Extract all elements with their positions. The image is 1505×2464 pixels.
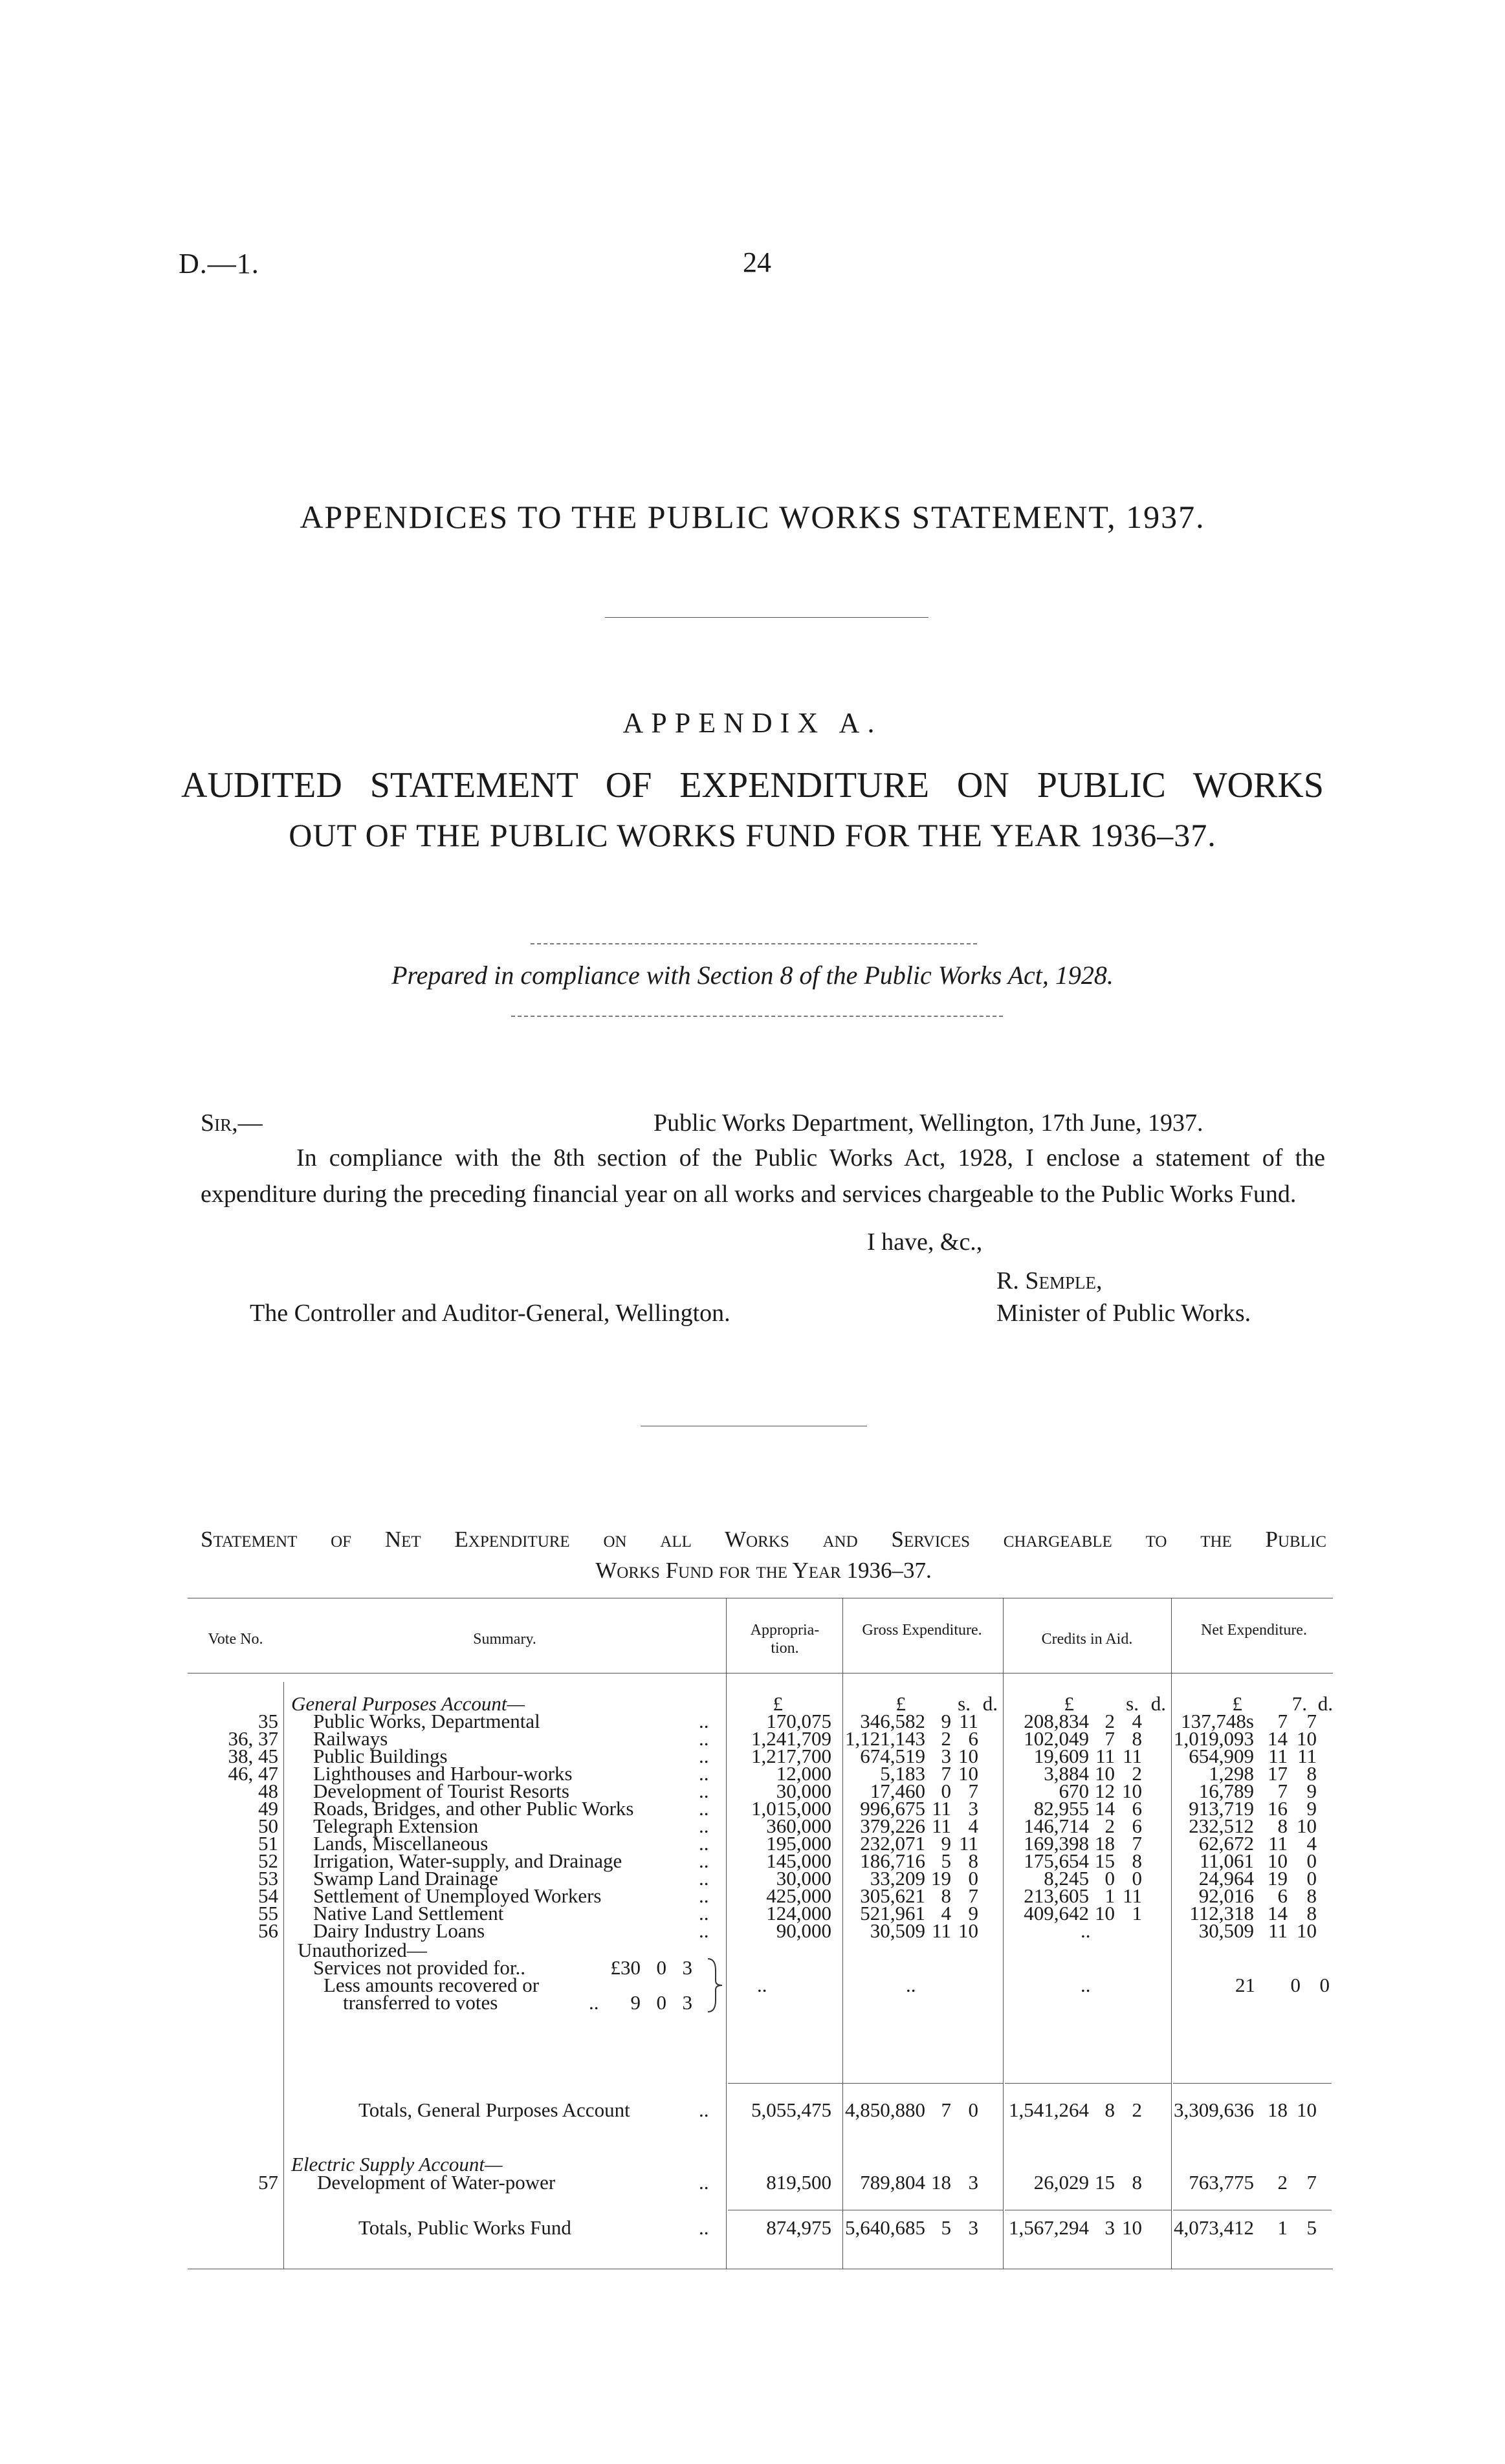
- vote-number: 54: [258, 1884, 278, 1907]
- gross-shillings: 5: [941, 2216, 951, 2239]
- credits-pounds: 3,884: [1044, 1762, 1089, 1785]
- net-shillings: 8: [1277, 1815, 1288, 1837]
- letter-addressee: The Controller and Auditor-General, Wellington.: [250, 1300, 731, 1327]
- unauthorized-line-1: Services not provided for..: [313, 1956, 526, 1979]
- gross-shillings: 11: [932, 1919, 951, 1942]
- gross-pence: 10: [958, 1919, 978, 1942]
- credits-shillings: 10: [1095, 1902, 1115, 1924]
- appropriation: 5,055,475: [751, 2099, 831, 2121]
- gross-pounds: 17,460: [870, 1780, 925, 1802]
- net-shillings: 11: [1268, 1832, 1288, 1855]
- credits-shillings: 8: [1104, 2099, 1115, 2121]
- unauth-credits: ..: [1081, 1974, 1091, 1996]
- credits-shillings: 12: [1095, 1780, 1115, 1802]
- appropriation: 360,000: [766, 1815, 831, 1837]
- net-pounds: 763,775: [1189, 2171, 1254, 2194]
- net-pounds: 137,748s: [1181, 1710, 1254, 1732]
- net-pence: 9: [1306, 1797, 1317, 1820]
- gross-shillings: 18: [931, 2171, 951, 2194]
- gross-pence: 4: [968, 1815, 978, 1837]
- row-summary: Swamp Land Drainage: [313, 1867, 498, 1890]
- credits-shillings: 0: [1104, 1867, 1115, 1890]
- net-pounds: 654,909: [1189, 1745, 1254, 1767]
- gross-pence: 10: [958, 1745, 978, 1767]
- gross-pence: 6: [968, 1727, 978, 1750]
- leader-dots: ..: [699, 1780, 709, 1802]
- credits-pence: 7: [1132, 1832, 1142, 1855]
- row-summary: Totals, Public Works Fund: [358, 2216, 571, 2239]
- unit-approp: £: [773, 1692, 783, 1715]
- net-pence: 10: [1297, 1919, 1317, 1942]
- vote-number: 48: [258, 1780, 278, 1802]
- leader-dots: ..: [699, 2171, 709, 2194]
- unit: d.: [1317, 1692, 1333, 1715]
- unauthorized-line-2: Less amounts recovered or: [324, 1974, 540, 1996]
- unauth-net: 0: [1290, 1974, 1301, 1996]
- appropriation: 30,000: [776, 1867, 831, 1890]
- appendix-heading: APPENDIX A.: [622, 707, 883, 739]
- credits-shillings: 14: [1095, 1797, 1115, 1820]
- credits-pounds: 208,834: [1024, 1710, 1089, 1732]
- credits-pence: 4: [1132, 1710, 1142, 1732]
- unauthorized-label: Unauthorized—: [298, 1939, 427, 1961]
- appropriation: 12,000: [776, 1762, 831, 1785]
- net-pounds: 16,789: [1198, 1780, 1254, 1802]
- net-shillings: 2: [1277, 2171, 1288, 2194]
- appropriation: 874,975: [766, 2216, 831, 2239]
- appropriation: 170,075: [766, 1710, 831, 1732]
- leader-dots: ..: [699, 1710, 709, 1732]
- row-summary: Totals, General Purposes Account: [358, 2099, 630, 2121]
- credits-pounds: 213,605: [1024, 1884, 1089, 1907]
- gross-pence: 11: [959, 1832, 978, 1855]
- leader-dots: ..: [699, 1762, 709, 1785]
- gross-shillings: 9: [941, 1710, 951, 1732]
- net-pounds: 3,309,636: [1174, 2099, 1254, 2121]
- net-shillings: 17: [1268, 1762, 1288, 1785]
- net-pounds: 24,964: [1198, 1867, 1254, 1890]
- net-shillings: 11: [1268, 1745, 1288, 1767]
- appropriation: 1,015,000: [751, 1797, 831, 1820]
- header-credits: Credits in Aid.: [1041, 1631, 1133, 1648]
- gross-shillings: 9: [941, 1832, 951, 1855]
- credits-pence: 8: [1132, 1727, 1142, 1750]
- unit: s.: [1126, 1692, 1139, 1715]
- net-pounds: 92,016: [1198, 1884, 1254, 1907]
- net-pence: 0: [1306, 1867, 1317, 1890]
- gross-pounds: 5,640,685: [845, 2216, 925, 2239]
- gross-pounds: 30,509: [870, 1919, 925, 1942]
- net-pounds: 11,061: [1199, 1849, 1254, 1872]
- gross-pounds: 379,226: [860, 1815, 925, 1837]
- leader-dots: ..: [699, 1884, 709, 1907]
- vote-number: 46, 47: [228, 1762, 278, 1785]
- net-pence: 8: [1306, 1762, 1317, 1785]
- net-pence: 7: [1306, 2171, 1317, 2194]
- row-summary: Public Buildings: [313, 1745, 448, 1767]
- section-general-purposes: General Purposes Account—: [291, 1692, 525, 1715]
- gross-shillings: 0: [941, 1780, 951, 1802]
- leader-dots: ..: [699, 2216, 709, 2239]
- net-pence: 4: [1306, 1832, 1317, 1855]
- net-pounds: 913,719: [1189, 1797, 1254, 1820]
- unauth-net: 21: [1235, 1974, 1255, 1996]
- appropriation: 425,000: [766, 1884, 831, 1907]
- net-pence: 9: [1306, 1780, 1317, 1802]
- leader-dots: ..: [699, 1867, 709, 1890]
- gross-pounds: 1,121,143: [845, 1727, 925, 1750]
- gross-pence: 8: [968, 1849, 978, 1872]
- unauth-amount: 3: [682, 1956, 692, 1979]
- total-rule: [1173, 2083, 1332, 2084]
- credits-shillings: 18: [1095, 1832, 1115, 1855]
- credits-pence: 0: [1132, 1867, 1142, 1890]
- gross-shillings: 19: [931, 1867, 951, 1890]
- credits-pounds: 1,567,294: [1009, 2216, 1089, 2239]
- row-summary: Lands, Miscellaneous: [313, 1832, 489, 1855]
- header-net: Net Expenditure.: [1201, 1622, 1307, 1639]
- gross-pence: 7: [968, 1884, 978, 1907]
- leader-dots: ..: [699, 1902, 709, 1924]
- header-vote: Vote No.: [208, 1631, 263, 1648]
- appropriation: 90,000: [776, 1919, 831, 1942]
- gross-shillings: 2: [941, 1727, 951, 1750]
- row-summary: Native Land Settlement: [313, 1902, 504, 1924]
- credits-shillings: 11: [1095, 1745, 1115, 1767]
- total-rule: [728, 2083, 844, 2084]
- row-summary: Telegraph Extension: [313, 1815, 479, 1837]
- appropriation: 145,000: [766, 1849, 831, 1872]
- net-shillings: 10: [1268, 1849, 1288, 1872]
- gross-shillings: 8: [941, 1884, 951, 1907]
- statement-title-line-2: Works Fund for the Year 1936–37.: [595, 1558, 932, 1583]
- vote-number: 38, 45: [228, 1745, 278, 1767]
- leader-dots: ..: [699, 1745, 709, 1767]
- credits-pence: 8: [1132, 2171, 1142, 2194]
- gross-shillings: 7: [941, 2099, 951, 2121]
- unauth-amount: £30: [610, 1956, 641, 1979]
- prepared-note: Prepared in compliance with Section 8 of the Public Works Act, 1928.: [391, 961, 1114, 990]
- net-shillings: 6: [1277, 1884, 1288, 1907]
- credits-pence: 2: [1132, 1762, 1142, 1785]
- net-shillings: 7: [1277, 1710, 1288, 1732]
- net-pence: 8: [1306, 1884, 1317, 1907]
- credits-shillings: 15: [1095, 1849, 1115, 1872]
- row-summary: Dairy Industry Loans: [313, 1919, 485, 1942]
- appropriation: 819,500: [766, 2171, 831, 2194]
- gross-shillings: 11: [932, 1815, 951, 1837]
- vote-number: 53: [258, 1867, 278, 1890]
- credits-pounds: ..: [1081, 1919, 1091, 1942]
- unit: £: [895, 1692, 906, 1715]
- statement-title: [201, 1524, 1326, 1586]
- gross-pence: 7: [968, 1780, 978, 1802]
- gross-shillings: 5: [941, 1849, 951, 1872]
- unit: £: [1064, 1692, 1074, 1715]
- appropriation: 1,241,709: [751, 1727, 831, 1750]
- credits-shillings: 2: [1104, 1815, 1115, 1837]
- header-appropriation: Appropria- tion.: [750, 1622, 820, 1657]
- row-summary: Settlement of Unemployed Workers: [313, 1884, 602, 1907]
- row-summary: Roads, Bridges, and other Public Works: [313, 1797, 634, 1820]
- net-pence: 10: [1297, 1727, 1317, 1750]
- vote-number: 50: [258, 1815, 278, 1837]
- credits-pounds: 169,398: [1024, 1832, 1089, 1855]
- vote-number: 56: [258, 1919, 278, 1942]
- vote-number: 49: [258, 1797, 278, 1820]
- letter-body: In compliance with the 8th section of the Public Works Act, 1928, I enclose a statement of the expenditure during the preceding financial year on all works and services chargeable to the Public Works Fund.: [201, 1144, 1325, 1208]
- credits-pounds: 26,029: [1033, 2171, 1089, 2194]
- credits-shillings: 10: [1095, 1762, 1115, 1785]
- letter-signature: R. Semple,: [996, 1267, 1103, 1294]
- net-pence: 10: [1297, 1815, 1317, 1837]
- net-pounds: 112,318: [1189, 1902, 1254, 1924]
- page-title: APPENDICES TO THE PUBLIC WORKS STATEMENT, 1937.: [300, 499, 1205, 535]
- gross-pence: 10: [958, 1762, 978, 1785]
- unauth-gross: ..: [906, 1974, 916, 1996]
- header-summary: Summary.: [473, 1631, 536, 1648]
- appropriation: 195,000: [766, 1832, 831, 1855]
- net-pounds: 1,019,093: [1174, 1727, 1254, 1750]
- net-pence: 5: [1306, 2216, 1317, 2239]
- net-shillings: 19: [1268, 1867, 1288, 1890]
- credits-pence: 6: [1132, 1797, 1142, 1820]
- appropriation: 30,000: [776, 1780, 831, 1802]
- vote-number: 52: [258, 1849, 278, 1872]
- credits-pounds: 146,714: [1024, 1815, 1089, 1837]
- gross-pence: 9: [968, 1902, 978, 1924]
- gross-shillings: 7: [941, 1762, 951, 1785]
- net-pence: 7: [1306, 1710, 1317, 1732]
- credits-shillings: 2: [1104, 1710, 1115, 1732]
- leader-dots: ..: [699, 1832, 709, 1855]
- net-pence: 0: [1306, 1849, 1317, 1872]
- unauth-approp: ..: [757, 1974, 767, 1996]
- net-shillings: 14: [1268, 1902, 1288, 1924]
- vote-number: 57: [258, 2171, 278, 2194]
- gross-shillings: 11: [932, 1797, 951, 1820]
- section-electric-supply: Electric Supply Account—: [291, 2153, 503, 2175]
- page-number: 24: [743, 246, 771, 278]
- leader-dots: ..: [699, 1797, 709, 1820]
- credits-pence: 10: [1122, 2216, 1142, 2239]
- gross-pounds: 996,675: [860, 1797, 925, 1820]
- appropriation: 124,000: [766, 1902, 831, 1924]
- net-pounds: 62,672: [1198, 1832, 1254, 1855]
- credits-pounds: 1,541,264: [1009, 2099, 1089, 2121]
- net-shillings: 7: [1277, 1780, 1288, 1802]
- credits-pence: 6: [1132, 1815, 1142, 1837]
- unauth-net: 0: [1319, 1974, 1330, 1996]
- credits-pence: 2: [1132, 2099, 1142, 2121]
- credits-pounds: 409,642: [1024, 1902, 1089, 1924]
- credits-pence: 1: [1132, 1902, 1142, 1924]
- unauth-amount: 0: [656, 1956, 666, 1979]
- divider: [511, 1016, 1003, 1017]
- net-pence: 10: [1297, 2099, 1317, 2121]
- vote-number: 36, 37: [228, 1727, 278, 1750]
- net-pounds: 30,509: [1198, 1919, 1254, 1942]
- net-shillings: 11: [1268, 1919, 1288, 1942]
- credits-pence: 11: [1123, 1745, 1142, 1767]
- gross-pounds: 33,209: [870, 1867, 925, 1890]
- letter-signatory-title: Minister of Public Works.: [996, 1300, 1251, 1327]
- total-rule: [1005, 2083, 1171, 2084]
- net-pounds: 1,298: [1209, 1762, 1254, 1785]
- gross-shillings: 3: [941, 1745, 951, 1767]
- credits-shillings: 7: [1104, 1727, 1115, 1750]
- gross-pounds: 789,804: [860, 2171, 925, 2194]
- unauth-amount: 9: [630, 1991, 641, 2014]
- credits-pounds: 175,654: [1024, 1849, 1089, 1872]
- leader-dots: ..: [699, 2099, 709, 2121]
- credits-pounds: 19,609: [1033, 1745, 1089, 1767]
- credits-shillings: 3: [1104, 2216, 1115, 2239]
- credits-pounds: 82,955: [1033, 1797, 1089, 1820]
- credits-pence: 11: [1123, 1884, 1142, 1907]
- gross-pounds: 521,961: [860, 1902, 925, 1924]
- unit: d.: [982, 1692, 998, 1715]
- net-pence: 8: [1306, 1902, 1317, 1924]
- net-pounds: 4,073,412: [1174, 2216, 1254, 2239]
- net-shillings: 16: [1268, 1797, 1288, 1820]
- credits-shillings: 15: [1095, 2171, 1115, 2194]
- gross-pounds: 674,519: [860, 1745, 925, 1767]
- unauth-amount: 3: [682, 1991, 692, 2014]
- leader-dots: ..: [699, 1727, 709, 1750]
- vote-number: 35: [258, 1710, 278, 1732]
- unauth-amount: 0: [656, 1991, 666, 2014]
- row-summary: Public Works, Departmental: [313, 1710, 540, 1732]
- credits-pounds: 8,245: [1044, 1867, 1089, 1890]
- statement-title-line-1: Statement of Net Expenditure on all Works and Services chargeable to the Public: [201, 1527, 1326, 1552]
- leader-dots: ..: [699, 1815, 709, 1837]
- divider: [605, 617, 928, 618]
- vote-number: 55: [258, 1902, 278, 1924]
- leader-dots: ..: [699, 1919, 709, 1942]
- subtitle-line-1: AUDITED STATEMENT OF EXPENDITURE ON PUBLIC WORKS: [181, 765, 1324, 805]
- expenditure-table: Vote No. Summary. Appropria- tion. Gross Expenditure. Credits in Aid. Net Expenditure. £ £ s. d. £ s. d. £ 7. d. General Purposes Account— 35 Public Works, Departmental .. 170,075 346,582 9 11 208,834 2 4 137,748s 7 7 36, 37 Railways .. 1,241,709 1,121,143 2 6 102,049 7 8 1,019,093 14 10 38, 45 Public Buildings .. 1,217,700 674,519 3 10 19,609 11 11 654,909 11 11 46, 47 Lighthouses and Harbour-works .. 12,000 5,183 7 10 3,884 10 2 1,298 17 8 48 Development of Tourist Resorts .. 30,000 17,460 0 7 670 12 10 16,789 7 9 49 Roads, Bridges, and other Public Works .. 1,015,000 996,675 11 3 82,955 14 6 913,719 16 9 50 Telegraph Extension .. 360,000 379,226 11 4 146,714 2 6 232,512 8 10 51 Lands, Miscellaneous .. 195,000 232,071 9 11 169,398 18 7 62,672 11 4 52 Irrigation, Water-supply, and Drainage .. 145,000 186,716 5 8 175,654 15 8 11,061 10 0 53 Swamp Land Drainage .. 30,000 33,209 19 0 8,245 0 0 24,964 19 0 54 Settlement of Unemployed Workers .. 425,000 305,621 8 7 213,605 1 11 92,016 6 8 55 Native Land Settlement .. 124,000 521,961 4 9 409,642 10 1 112,318 14 8 56 Dairy Industry Loans .. 90,000 30,509 11 10 .. 30,509 11 10 Unauthorized— Services not provided for.. £30 0 3 Less amounts recovered or transferred to votes .. 9 0 3 .. .. .. 21 0 0 Totals, General Purposes Account .. 5,055,475 4,850,880 7 0 1,541,264 8 2 3,309,636 18 10 Electric Supply Account— 57 Development of Water-power .. 819,500 789,804 18 3 26,029 15 8 763,775 2 7 Totals, Public Works Fund .. 874,975 5,640,685 5 3 1,567,294 3 10 4,073,412 1 5: [188, 1598, 1333, 2271]
- row-summary: Development of Water-power: [317, 2171, 556, 2194]
- unit: s.: [958, 1692, 971, 1715]
- gross-pence: 3: [968, 1797, 978, 1820]
- total-rule: [844, 2083, 1003, 2084]
- credits-pence: 10: [1122, 1780, 1142, 1802]
- gross-pounds: 232,071: [860, 1832, 925, 1855]
- gross-pounds: 346,582: [860, 1710, 925, 1732]
- gross-pounds: 5,183: [880, 1762, 925, 1785]
- document-reference: D.—1.: [179, 248, 259, 279]
- net-shillings: 1: [1277, 2216, 1288, 2239]
- letter-salutation: Sir,—: [201, 1109, 263, 1137]
- gross-pounds: 4,850,880: [845, 2099, 925, 2121]
- credits-pence: 8: [1132, 1849, 1142, 1872]
- gross-pence: 3: [968, 2171, 978, 2194]
- row-summary: Development of Tourist Resorts: [313, 1780, 569, 1802]
- gross-pounds: 305,621: [860, 1884, 925, 1907]
- gross-pence: 0: [968, 2099, 978, 2121]
- leader-dots: ..: [699, 1849, 709, 1872]
- credits-pounds: 102,049: [1024, 1727, 1089, 1750]
- row-summary: Irrigation, Water-supply, and Drainage: [313, 1849, 622, 1872]
- appropriation: 1,217,700: [751, 1745, 831, 1767]
- brace-icon: [705, 1957, 725, 2013]
- vote-number: 51: [258, 1832, 278, 1855]
- gross-pence: 0: [968, 1867, 978, 1890]
- subtitle-line-2: OUT OF THE PUBLIC WORKS FUND FOR THE YEAR 1936–37.: [289, 817, 1216, 853]
- net-shillings: 18: [1268, 2099, 1288, 2121]
- unit: £: [1232, 1692, 1242, 1715]
- net-pounds: 232,512: [1189, 1815, 1254, 1837]
- credits-pounds: 670: [1059, 1780, 1089, 1802]
- gross-shillings: 4: [941, 1902, 951, 1924]
- divider: [531, 943, 977, 944]
- net-pence: 11: [1297, 1745, 1317, 1767]
- unauthorized-line-3: transferred to votes: [343, 1991, 498, 2014]
- gross-pence: 3: [968, 2216, 978, 2239]
- header-gross: Gross Expenditure.: [862, 1622, 982, 1639]
- letter-closing: I have, &c.,: [867, 1228, 983, 1256]
- row-summary: Railways: [313, 1727, 388, 1750]
- unit: d.: [1150, 1692, 1166, 1715]
- unit: 7.: [1291, 1692, 1307, 1715]
- gross-pounds: 186,716: [860, 1849, 925, 1872]
- gross-pence: 11: [959, 1710, 978, 1732]
- credits-shillings: 1: [1104, 1884, 1115, 1907]
- net-shillings: 14: [1268, 1727, 1288, 1750]
- row-summary: Lighthouses and Harbour-works: [313, 1762, 573, 1785]
- letter-dept-date: Public Works Department, Wellington, 17th June, 1937.: [654, 1109, 1203, 1137]
